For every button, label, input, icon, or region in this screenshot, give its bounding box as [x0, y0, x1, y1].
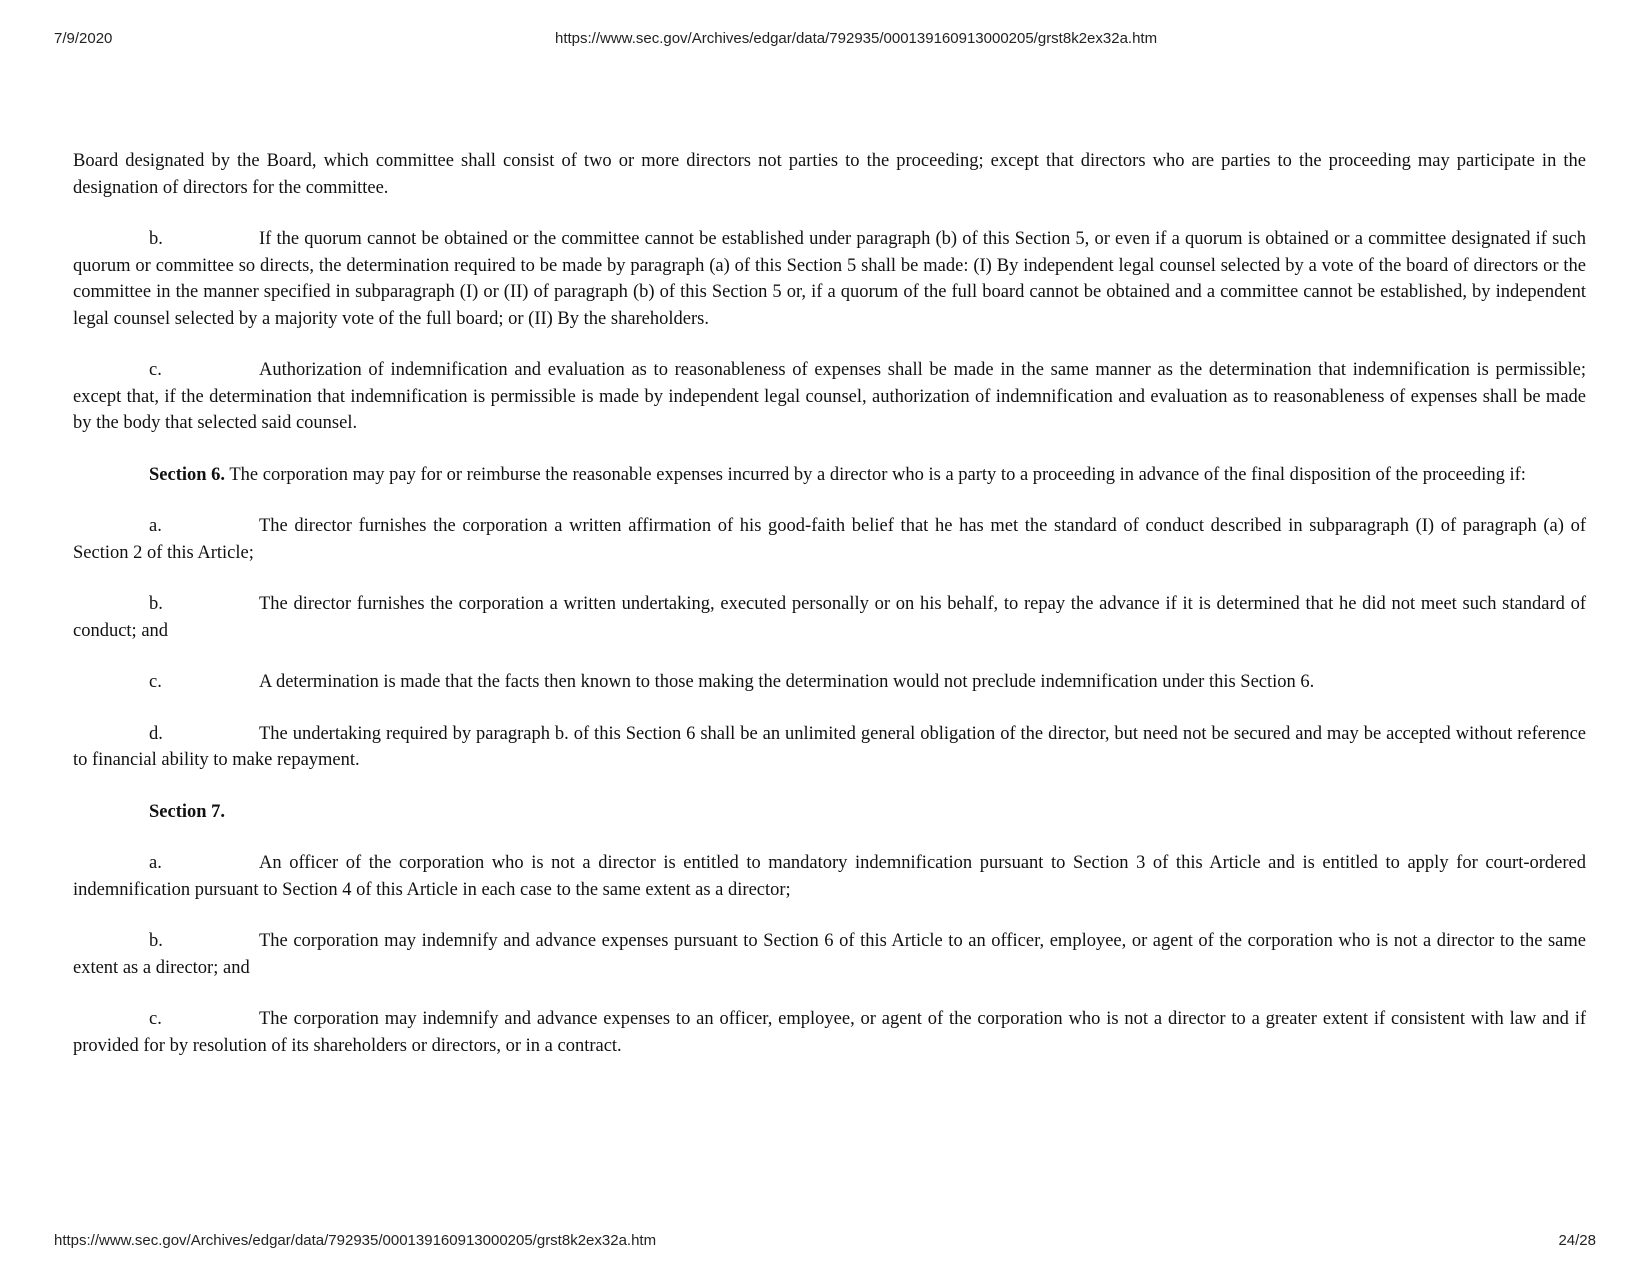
- paragraph-7b: [73, 928, 1586, 981]
- list-marker: d.: [149, 723, 163, 744]
- print-footer: [0, 1232, 1650, 1256]
- section-heading: Section 7.: [149, 801, 226, 822]
- list-marker: a.: [149, 853, 162, 873]
- paragraph-continuation: [73, 148, 1586, 201]
- paragraph-text: The undertaking required by paragraph b. of this Section 6 shall be an unlimited general obligation of the director, but need not be secured and may be accepted without reference to financial ability to make repayment.: [73, 723, 1586, 770]
- paragraph-6d: [73, 721, 1586, 774]
- list-marker: b.: [149, 229, 163, 249]
- paragraph-7a: [73, 850, 1586, 903]
- paragraph-text: Authorization of indemnification and evaluation as to reasonableness of expenses shall be made in the same manner as the determination that indemnification is permissible; except that, if the determination that indemnification is permissible is made by independent legal counsel, authorization of indemnification and evaluation as to reasonableness of expenses shall be made by the body that selected said counsel.: [73, 360, 1586, 433]
- paragraph-5b: [73, 226, 1586, 332]
- paragraph-text: A determination is made that the facts then known to those making the determination would not preclude indemnification under this Section 6.: [259, 672, 1315, 692]
- document-body: [73, 148, 1586, 1084]
- list-marker: b.: [149, 594, 163, 614]
- print-header: [0, 30, 1650, 54]
- paragraph-5c: [73, 357, 1586, 437]
- print-header-url: https://www.sec.gov/Archives/edgar/data/792935/000139160913000205/grst8k2ex32a.htm: [555, 30, 1158, 47]
- paragraph-text: The corporation may pay for or reimburse the reasonable expenses incurred by a director who is a party to a proceeding in advance of the final disposition of the proceeding if:: [225, 464, 1526, 485]
- paragraph-text: If the quorum cannot be obtained or the committee cannot be established under paragraph (b) of this Section 5, or even if a quorum is obtained or a committee designated if such quorum or committee so directs, the determination required to be made by paragraph (a) of this Section 5 shall be made: (I) By independent legal counsel selected by a vote of the board of directors or the committee in the manner specified in subparagraph (I) or (II) of paragraph (b) of this Section 5 or, if a quorum of the full board cannot be obtained and a committee cannot be established, by independent legal counsel selected by a majority vote of the full board; or (II) By the shareholders.: [73, 229, 1586, 329]
- paragraph-6a: [73, 513, 1586, 566]
- print-footer-url: https://www.sec.gov/Archives/edgar/data/792935/000139160913000205/grst8k2ex32a.htm: [54, 1232, 657, 1249]
- paragraph-text: The corporation may indemnify and advance expenses to an officer, employee, or agent of the corporation who is not a director to a greater extent if consistent with law and if provided for by resolution of its shareholders or directors, or in a contract.: [73, 1009, 1586, 1056]
- page-number: 24/28: [1558, 1232, 1596, 1249]
- section-7-heading: [73, 799, 1586, 826]
- paragraph-6c: [73, 669, 1586, 696]
- paragraph-6b: [73, 591, 1586, 644]
- print-date: 7/9/2020: [54, 30, 113, 47]
- section-heading: Section 6.: [149, 464, 226, 485]
- paragraph-text: The corporation may indemnify and advance expenses pursuant to Section 6 of this Article to an officer, employee, or agent of the corporation who is not a director to the same extent as a director; and: [73, 931, 1586, 978]
- list-marker: c.: [149, 360, 162, 380]
- list-marker: b.: [149, 931, 163, 951]
- paragraph-text: The director furnishes the corporation a written undertaking, executed personally or on his behalf, to repay the advance if it is determined that he did not meet such standard of conduct; and: [73, 594, 1586, 641]
- list-marker: a.: [149, 516, 162, 536]
- paragraph-text: Board designated by the Board, which committee shall consist of two or more directors not parties to the proceeding; except that directors who are parties to the proceeding may participate in the designation of directors for the committee.: [73, 151, 1586, 198]
- list-marker: c.: [149, 1009, 162, 1029]
- paragraph-7c: [73, 1006, 1586, 1059]
- section-6-intro: [73, 462, 1586, 489]
- list-marker: c.: [149, 672, 162, 692]
- paragraph-text: An officer of the corporation who is not a director is entitled to mandatory indemnification pursuant to Section 3 of this Article and is entitled to apply for court-ordered indemnification pursuant to Section 4 of this Article in each case to the same extent as a director;: [73, 853, 1586, 900]
- paragraph-text: The director furnishes the corporation a written affirmation of his good-faith belief that he has met the standard of conduct described in subparagraph (I) of paragraph (a) of Section 2 of this Article;: [73, 516, 1586, 563]
